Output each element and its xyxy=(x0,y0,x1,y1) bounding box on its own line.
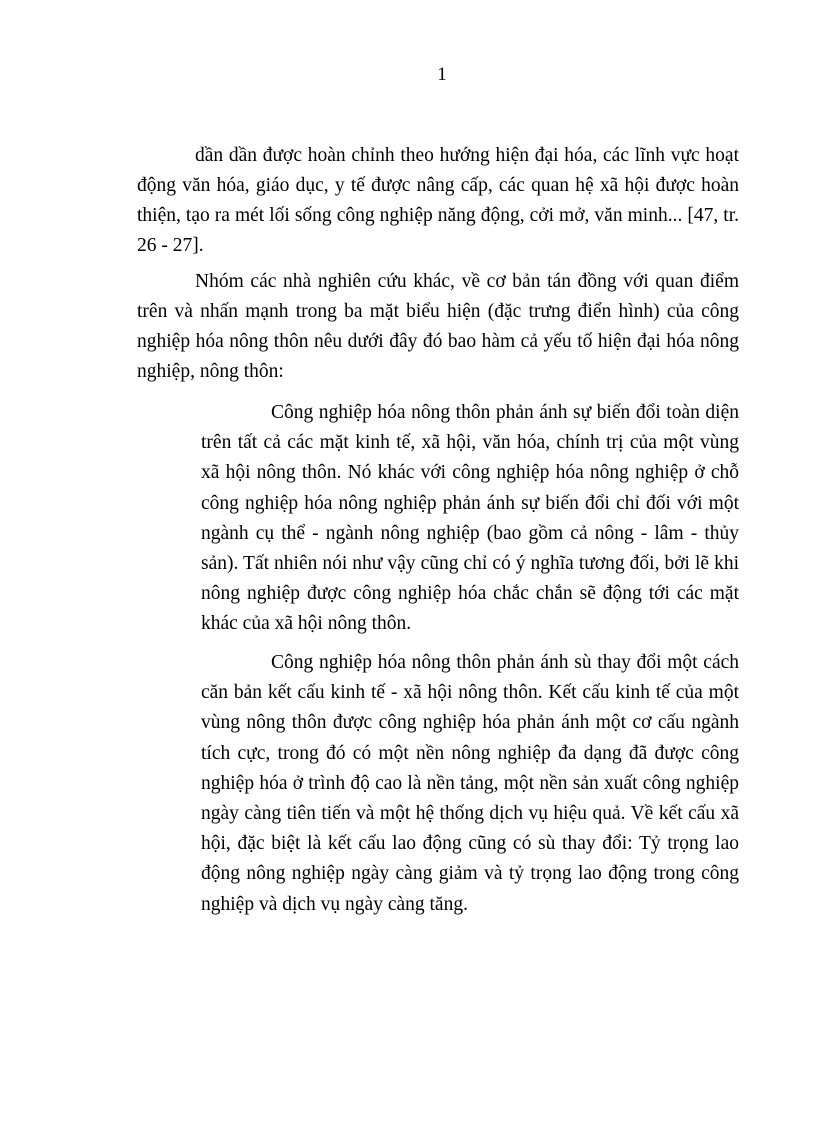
continuation-paragraph: dần dần được hoàn chỉnh theo hướng hiện đại hóa, các lĩnh vực hoạt động văn hóa, giáo dục, y tế được nâng cấp, các quan hệ xã hội được hoàn thiện, tạo ra mét lối sống công nghiệp năng động, cởi mở, văn minh... [47, tr. 26 - 27]. xyxy=(137,145,739,256)
block-quote-first: Công nghiệp hóa nông thôn phản ánh sự biến đổi toàn diện trên tất cả các mặt kinh tế, xã hội, văn hóa, chính trị của một vùng xã hội nông thôn. Nó khác với công nghiệp hóa nông nghiệp ở chỗ công nghiệp hóa nông nghiệp phản ánh sự biến đổi chỉ đối với một ngành cụ thể - ngành nông nghiệp (bao gồm cả nông - lâm - thủy sản). Tất nhiên nói như vậy cũng chỉ có ý nghĩa tương đối, bởi lẽ khi nông nghiệp được công nghiệp hóa chắc chắn sẽ động tới các mặt khác của xã hội nông thôn. xyxy=(201,402,739,635)
intro-paragraph: Nhóm các nhà nghiên cứu khác, về cơ bản tán đồng với quan điểm trên và nhấn mạnh trong ba mặt biểu hiện (đặc trưng điển hình) của công nghiệp hóa nông thôn nêu dưới đây đó bao hàm cả yếu tố hiện đại hóa nông nghiệp, nông thôn: xyxy=(137,271,739,382)
page-number: 1 xyxy=(437,64,447,85)
block-quote-second: Công nghiệp hóa nông thôn phản ánh sù thay đổi một cách căn bản kết cấu kinh tế - xã hội nông thôn. Kết cấu kinh tế của một vùng nông thôn được công nghiệp hóa phản ánh một cơ cấu ngành tích cực, trong đó có một nền nông nghiệp đa dạng đã được công nghiệp hóa ở trình độ cao là nền tảng, một nền sản xuất công nghiệp ngày càng tiên tiến và một hệ thống dịch vụ hiệu quả. Về kết cấu xã hội, đặc biệt là kết cấu lao động cũng có sù thay đổi: Tỷ trọng lao động nông nghiệp ngày càng giảm và tỷ trọng lao động trong công nghiệp và dịch vụ ngày càng tăng. xyxy=(201,652,739,915)
